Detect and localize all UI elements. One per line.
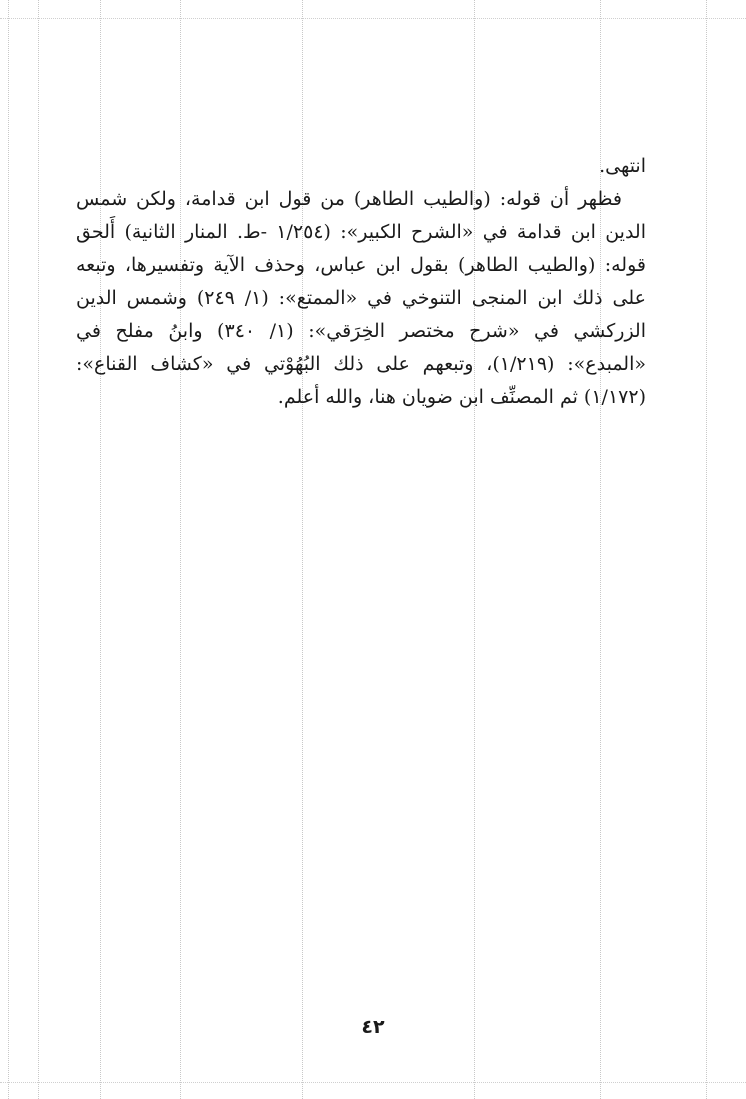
body-text	[76, 150, 646, 414]
page-number: ٤٢	[361, 1016, 385, 1038]
guide-line	[0, 1082, 746, 1083]
guide-line	[0, 18, 746, 19]
paragraph-main: فظهر أن قوله: (والطيب الطاهر) من قول ابن قدامة، ولكن شمس الدين ابن قدامة في «الشرح الكبير»: (١/٢٥٤ -ط. المنار الثانية) أَلحق قوله: (والطيب الطاهر) بقول ابن عباس، وحذف الآية وتفسيرها، وتبعه على ذلك ابن المنجى التنوخي في «الممتع»: (١/ ٢٤٩) وشمس الدين الزركشي في «شرح مختصر الخِرَقي»: (١/ ٣٤٠) وابنُ مفلح في «المبدع»: (١/٢١٩)، وتبعهم على ذلك البُهُوْتي في «كشاف القناع»: (١/١٧٢) ثم المصنِّف ابن ضويان هنا، والله أعلم.	[76, 188, 646, 408]
guide-line	[8, 0, 9, 1099]
guide-line	[38, 0, 39, 1099]
paragraph-intro: انتهى.	[599, 155, 646, 177]
guide-line	[706, 0, 707, 1099]
